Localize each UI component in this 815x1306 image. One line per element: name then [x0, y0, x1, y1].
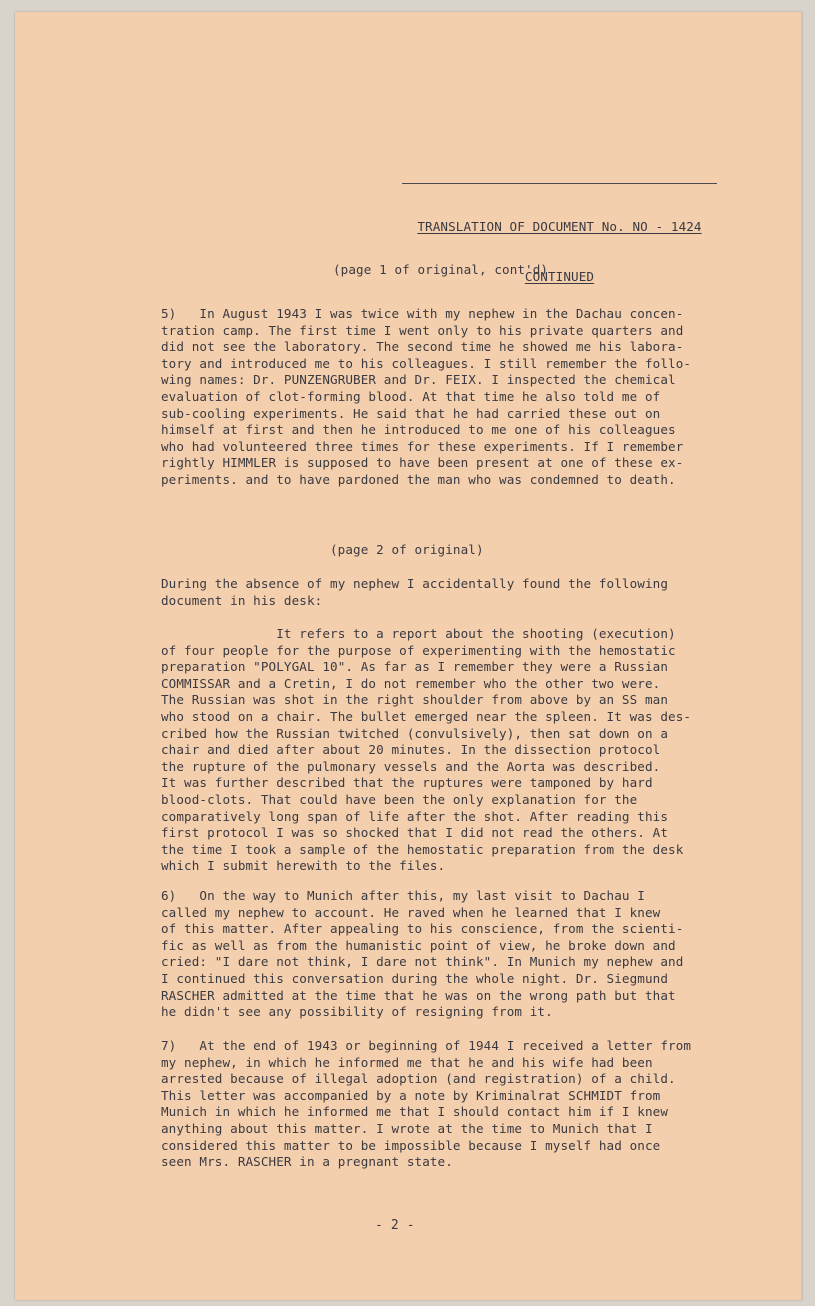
header-continued: CONTINUED	[524, 268, 595, 284]
document-header	[402, 183, 717, 302]
header-title: TRANSLATION OF DOCUMENT No. NO - 1424	[417, 219, 702, 235]
page-2-note: (page 2 of original)	[330, 542, 484, 557]
paragraph-5: 5) In August 1943 I was twice with my nephew in the Dachau concen- tration camp. The first time I went only to his private quarters and did not see the laboratory. The second time he showed me his labora- tory and introduced me to his colleagues. I still remember the follo- wing names: Dr. PUNZENGRUBER and Dr. FEIX. I inspected the chemical evaluation of clot-forming blood. At that time he also told me of sub-cooling experiments. He said that he had carried these out on himself at first and then he introduced to me one of his colleagues who had volunteered three times for these experiments. If I remember rightly HIMMLER is supposed to have been present at one of these ex- periments. and to have pardoned the man who was condemned to death.	[161, 306, 692, 487]
paragraph-7: 7) At the end of 1943 or beginning of 1944 I received a letter from my nephew, in which he informed me that he and his wife had been arrested because of illegal adoption (and registration) of a child. This letter was accompanied by a note by Kriminalrat SCHMIDT from Munich in which he informed me that I should contact him if I knew anything about this matter. I wrote at the time to Munich that I considered this matter to be impossible because I myself had once seen Mrs. RASCHER in a pregnant state.	[161, 1038, 692, 1170]
paragraph-6: 6) On the way to Munich after this, my last visit to Dachau I called my nephew to account. He raved when he learned that I knew of this matter. After appealing to his conscience, from the scienti- fic as well as from the humanistic point of view, he broke down and cried: "I dare not think, I dare not think". In Munich my nephew and I continued this conversation during the whole night. Dr. Siegmund RASCHER admitted at the time that he was on the wrong path but that he didn't see any possibility of resigning from it.	[161, 888, 684, 1020]
page-number: - 2 -	[375, 1218, 415, 1233]
page-1-note: (page 1 of original, cont'd)	[333, 262, 549, 277]
paragraph-report: It refers to a report about the shooting (execution) of four people for the purpose of experimenting with the hemostatic preparation "POLYGAL 10". As far as I remember they were a Russian COMMISSAR and a Cretin, I do not remember who the other two were. The Russian was shot in the right shoulder from above by an SS man who stood on a chair. The bullet emerged near the spleen. It was des- cribed how the Russian twitched (convulsively), then sat down on a chair and died after about 20 minutes. In the dissection protocol the rupture of the pulmonary vessels and the Aorta was described. It was further described that the ruptures were tamponed by hard blood-clots. That could have been the only explanation for the comparatively long span of life after the shot. After reading this first protocol I was so shocked that I did not read the others. At the time I took a sample of the hemostatic preparation from the desk which I submit herewith to the files.	[161, 626, 692, 874]
paragraph-absence: During the absence of my nephew I accidentally found the following document in his desk:	[161, 576, 669, 608]
